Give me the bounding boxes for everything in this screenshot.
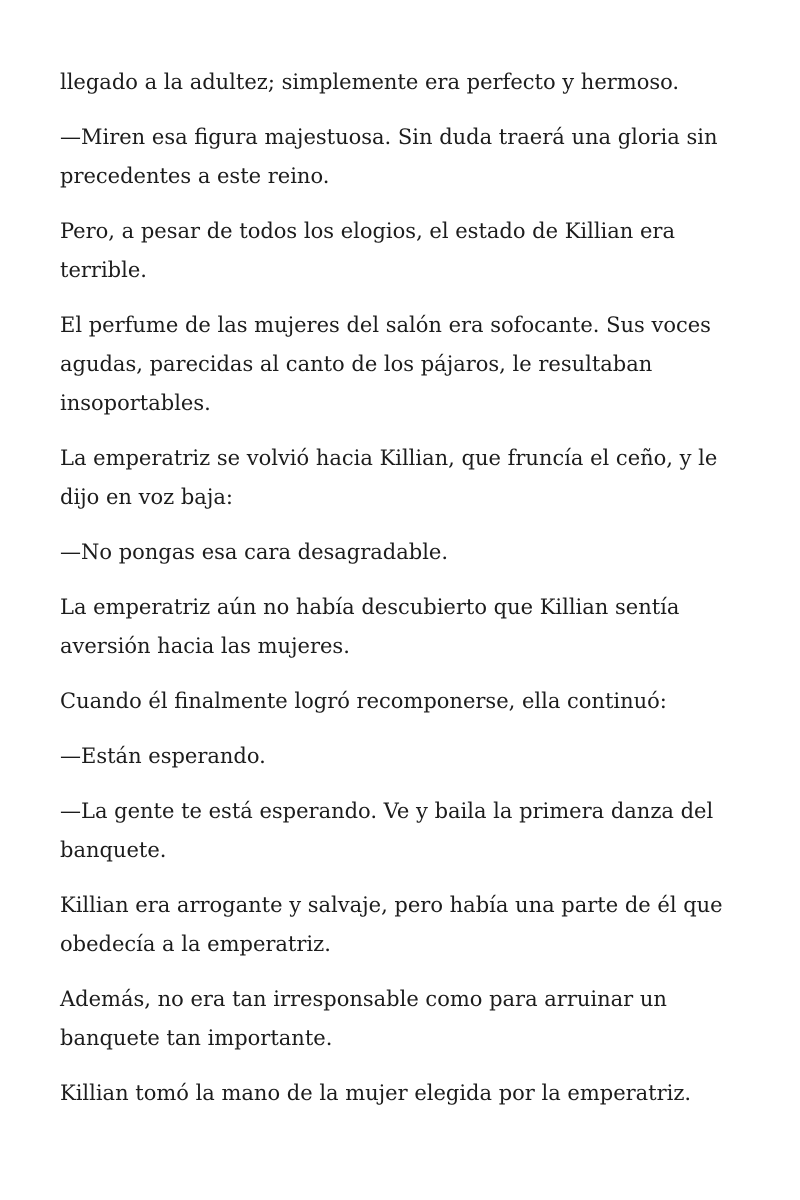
paragraph: Killian era arrogante y salvaje, pero había una parte de él que obedecía a la emperatriz. — [60, 893, 723, 956]
paragraph: —Miren esa figura majestuosa. Sin duda traerá una gloria sin precedentes a este reino. — [60, 125, 718, 188]
paragraph: El perfume de las mujeres del salón era sofocante. Sus voces agudas, parecidas al canto de los pájaros, le resultaban insoportables. — [60, 313, 711, 415]
paragraph: Cuando él finalmente logró recomponerse, ella continuó: — [60, 689, 667, 713]
paragraph: llegado a la adultez; simplemente era perfecto y hermoso. — [60, 70, 680, 94]
paragraph: Killian tomó la mano de la mujer elegida por la emperatriz. — [60, 1081, 692, 1105]
paragraph: —Están esperando. — [60, 744, 266, 768]
paragraph: —La gente te está esperando. Ve y baila la primera danza del banquete. — [60, 799, 714, 862]
document-page — [60, 63, 740, 1129]
paragraph: —No pongas esa cara desagradable. — [60, 540, 449, 564]
paragraph: Además, no era tan irresponsable como para arruinar un banquete tan importante. — [60, 987, 667, 1050]
paragraph: Pero, a pesar de todos los elogios, el estado de Killian era terrible. — [60, 219, 675, 282]
paragraph: La emperatriz aún no había descubierto que Killian sentía aversión hacia las mujeres. — [60, 595, 680, 658]
paragraph: La emperatriz se volvió hacia Killian, que fruncía el ceño, y le dijo en voz baja: — [60, 446, 718, 509]
